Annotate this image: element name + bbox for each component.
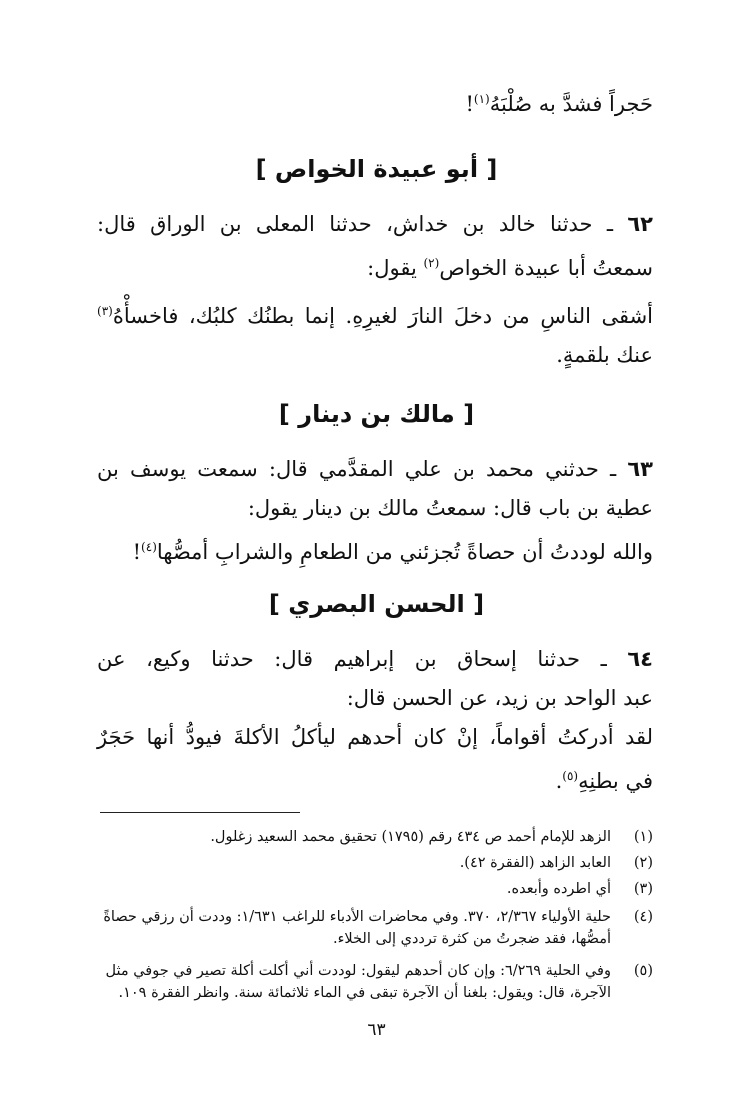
chain-line: عطية بن باب قال: سمعتُ مالك بن دينار يقول:	[247, 496, 653, 520]
quote-text: والله لوددتُ أن حصاةً تُجزئني من الطعامِ والشرابِ أمصُّها	[156, 540, 653, 564]
hadith-62	[97, 205, 653, 288]
hadith-number: ٦٣	[627, 457, 653, 481]
chain-line: عبد الواحد بن زيد، عن الحسن قال:	[346, 686, 653, 710]
quote-line	[97, 757, 653, 801]
opening-text: حَجراً فشدَّ به صُلْبَهُ	[489, 92, 653, 116]
quote-62	[97, 292, 653, 375]
footnote-number: (٣)	[633, 881, 653, 897]
quote-line: عنك بلقمةٍ.	[556, 343, 653, 367]
footnote-ref: (٥)	[562, 769, 579, 783]
footnote-text: أي اطرده وأبعده.	[506, 881, 611, 897]
footnote-number: (٥)	[633, 963, 653, 979]
footnote-ref: (٤)	[141, 540, 157, 554]
footnote	[93, 906, 653, 950]
quote-text: أشقى الناسِ من دخلَ النارَ لغيرِهِ. إنما بطنُك كلبُك، فاخسأْهُ	[112, 304, 653, 328]
footnote	[93, 960, 653, 1004]
chain-text: يقول:	[367, 256, 417, 280]
hadith-64	[97, 640, 653, 801]
footnote-number: (٤)	[633, 909, 653, 925]
opening-end: !	[465, 92, 474, 116]
footnote-ref: (٢)	[423, 256, 440, 270]
chain-text: ـ حدثنا إسحاق بن إبراهيم قال: حدثنا وكيع، عن	[97, 647, 607, 671]
chain-line	[97, 205, 653, 244]
hadith-number: ٦٢	[627, 212, 653, 236]
section-heading: [ مالك بن دينار ]	[278, 400, 475, 428]
page-number: ٦٣	[367, 1020, 386, 1040]
section-heading: [ الحسن البصري ]	[268, 590, 485, 618]
chain-text: ـ حدثني محمد بن علي المقدَّمي قال: سمعت يوسف بن	[97, 457, 617, 481]
quote-line	[97, 528, 653, 572]
footnote-separator	[100, 812, 300, 813]
chain-line	[97, 244, 653, 288]
footnote-ref: (٣)	[97, 304, 113, 318]
footnote-text: الزهد للإمام أحمد ص ٤٣٤ رقم (١٧٩٥) تحقيق محمد السعيد زغلول.	[210, 829, 611, 845]
footnote-text: وفي الحلية ٦/٢٦٩: وإن كان أحدهم ليقول: لوددت أني أكلت أكلة تصير في جوفي مثل الآجرة، قال: ويقول: بلغنا أن الآجرة تبقى في الماء ثلاثمائة سنة. وانظر الفقرة ١٠٩.	[105, 963, 611, 1001]
footnote	[93, 878, 653, 900]
hadith-63	[97, 450, 653, 572]
quote-line	[97, 292, 653, 336]
opening-line	[97, 80, 653, 124]
footnote-text: العابد الزاهد (الفقرة ٤٢).	[459, 855, 611, 871]
quote-text: في بطنِهِ	[578, 769, 653, 793]
footnote	[93, 852, 653, 874]
quote-end: !	[132, 540, 142, 564]
footnote-number: (١)	[633, 829, 653, 845]
footnote	[93, 826, 653, 848]
chain-line	[97, 450, 653, 489]
footnote-text: حلية الأولياء ٢/٣٦٧، ٣٧٠. وفي محاضرات الأدباء للراغب ١/٦٣١: وددت أن رزقي حصاةً أمصُّها، فقد ضجرتُ من كثرة ترددي إلى الخلاء.	[103, 909, 611, 947]
chain-text: ـ حدثنا خالد بن خداش، حدثنا المعلى بن الوراق قال:	[97, 212, 614, 236]
chain-text: سمعتُ أبا عبيدة الخواص	[439, 256, 653, 280]
section-heading: [ أبو عبيدة الخواص ]	[255, 155, 498, 183]
footnote-ref: (١)	[473, 92, 490, 106]
quote-end: .	[555, 769, 563, 793]
chain-line	[97, 640, 653, 679]
quote-line: لقد أدركتُ أقواماً، إنْ كان أحدهم ليأكلُ الأكلةَ فيودُّ أنها حَجَرٌ	[97, 725, 653, 749]
hadith-number: ٦٤	[627, 647, 653, 671]
footnote-number: (٢)	[633, 855, 653, 871]
